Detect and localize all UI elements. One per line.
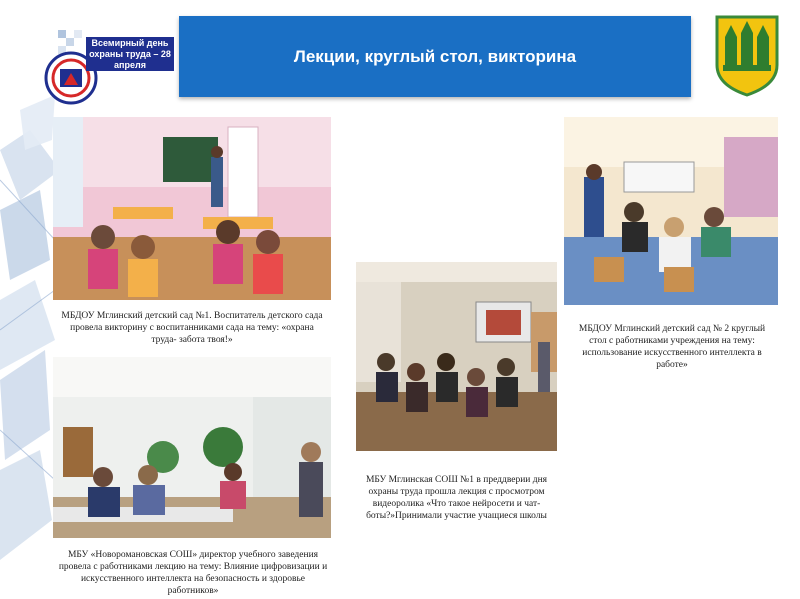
photo-novoromanovo-lecture bbox=[53, 357, 331, 538]
badge-text: Всемирный день охраны труда – 28 апреля bbox=[86, 37, 174, 71]
coat-of-arms-icon bbox=[715, 15, 779, 97]
photo-kindergarten-quiz bbox=[53, 117, 331, 300]
page-title: Лекции, круглый стол, викторина bbox=[293, 46, 577, 66]
caption-school1: МБУ Мглинская СОШ №1 в преддверии дня охраны труда прошла лекция с просмотром видеоролика «Что такое нейросети и чат-боты?»Принимали участие учащиеся школы bbox=[365, 475, 548, 521]
title-banner bbox=[179, 16, 691, 97]
caption-kindergarten1: МБДОУ Мглинский детский сад №1. Воспитатель детского сада провела викторину с воспитанниками сада на тему: «охрана труда- забота твоя!» bbox=[61, 311, 323, 345]
photo-kindergarten-round-table bbox=[564, 117, 778, 305]
photo-school-lecture bbox=[356, 262, 557, 451]
caption-novoromanovo: МБУ «Новоромановская СОШ» директор учебного заведения провела с работниками лекцию на тему: Влияние цифровизации и искусственного интеллекта на безопасность и здоровье работников» bbox=[58, 550, 328, 596]
safety-day-badge bbox=[44, 37, 174, 107]
caption-kindergarten2: МБДОУ Мглинский детский сад № 2 круглый стол с работниками учреждения на тему: использование искусственного интеллекта в работе» bbox=[578, 324, 766, 370]
